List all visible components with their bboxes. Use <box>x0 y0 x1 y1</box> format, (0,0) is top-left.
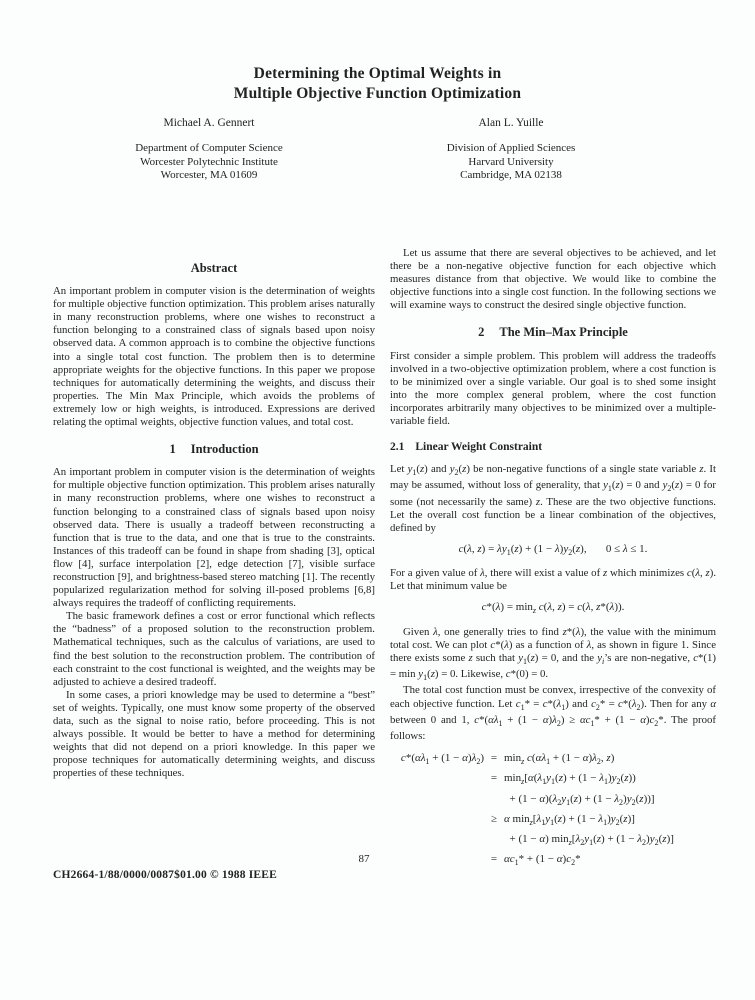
author-name: Alan L. Yuille <box>478 117 544 129</box>
affiliation-line: Harvard University <box>468 155 554 168</box>
affiliation-line: Department of Computer Science <box>135 142 283 154</box>
subsection-title: Linear Weight Constraint <box>415 441 543 454</box>
section-2-heading <box>390 326 716 339</box>
section-1-heading <box>53 443 375 456</box>
equation-min-cost: $c*(\lambda) = \min_z c(\lambda$, z) = c(λ, z*(λ)). <box>481 601 625 616</box>
author-block-right <box>360 117 662 183</box>
section-title: The Min–Max Principle <box>499 325 628 340</box>
left-column <box>53 262 375 780</box>
abstract-heading: Abstract <box>190 261 238 275</box>
proof-line: ≥ α $\min_z[\lambda_1y_1(z) + (1 - \lambda_1)y_2(z)]$ <box>490 812 635 827</box>
minmax-intro-paragraph: First consider a simple problem. This problem will address the tradeoffs involved in a two-objective optimization problem, where a cost function is to be minimized over a single variable. Our goal is to shed some insight into the more complex general problem, where the cost function incorporates arbitrarily many objectives to be minimized over a multiple-variable field. <box>390 349 716 428</box>
authors-row <box>58 117 662 183</box>
copyright-notice: CH2664-1/88/0000/0087$01.00 © 1988 IEEE <box>53 869 278 881</box>
section-title: Introduction <box>190 442 259 457</box>
subsection-number: 2.1 <box>390 441 405 454</box>
min-value-paragraph: For a given value of λ, there will exist a value of z which minimizes c(λ, z). Let that minimum value be <box>390 567 717 593</box>
title-line-2: Multiple Objective Function Optimization <box>233 84 522 102</box>
section-2-1-heading <box>390 441 716 454</box>
section-number: 1 <box>169 442 176 457</box>
affiliation-line: Division of Applied Sciences <box>446 142 576 154</box>
affiliation-line: Worcester Polytechnic Institute <box>140 155 278 168</box>
title-line-1: Determining the Optimal Weights in <box>253 65 502 82</box>
page-number: 87 <box>358 853 370 865</box>
proof-line: = $\alpha c_1* + (1 - \alpha)c_2*$ <box>490 853 581 868</box>
intro-paragraph-3: In some cases, a priori knowledge may be used to determine a “best” set of weights. Typically, one must know some property of the observed data, such as the signal to noise ratio, before proceeding. This is not always possible. It would be better to have a method for determining weights that did not depend on a priori knowledge. In this paper we propose techniques for automatically determining weights, and discuss properties of these techniques. <box>53 688 375 780</box>
given-lambda-paragraph: Given λ, one generally tries to find z*(λ), the value with the minimum total cost. We can plot c*(λ) as a function of λ, as shown in figure 1. Since there exists some z such that $y_1(z) = 0$, and the $y_i’s$ are non-negative, $c*(1) = \min y_1(z) = 0$. Likewise, c*(0) = 0. <box>390 625 717 683</box>
proof-line: + $(1 - \alpha)(\lambda_2y_1(z) + (1 - \lambda_2)y_2(z))$] <box>504 792 655 807</box>
abstract-text: An important problem in computer vision is the determination of weights for multiple objective function optimization. This problem arises naturally in many reconstruction problems, where one wishes to reconstruct a function belonging to a constrained class of signals based upon noisy observed data. A common approach is to combine the objective functions into a single total cost function. The problem then is to determine appropriate weights for the objective functions. In this paper we propose techniques for automatically determining the weights, and discuss their properties. The Min Max Principle, which avoids the problems of extremely low or high weights, is introduced. Expressions are derived relating the optimal weights, objective function values, and total cost. <box>53 285 375 429</box>
affiliation-line: Worcester, MA 01609 <box>160 169 258 181</box>
convexity-proof-equations <box>390 750 716 871</box>
objectives-paragraph: Let us assume that there are several objectives to be achieved, and let there be a non-negative objective function for each objective which measures distance from that objective. We would like to combine the objective functions into a single cost function. In the following sections we will examine ways to construct the desired single objective function. <box>390 247 716 312</box>
proof-line: = $\min_z[\alpha(\lambda_1y_1(z) + (1 - \lambda_1)y_2(z))$ <box>490 772 636 787</box>
proof-line: + (1 − α) $\min_z[\lambda_2y_1(z) + (1 - \lambda_2)y_2(z)]$ <box>504 832 674 848</box>
equation-cost-linear-combination: c(λ, $z) = \lambda y_1(z) + (1 - \lambda)y_2(z)$, 0 ≤ λ ≤ 1. <box>458 543 648 558</box>
convexity-paragraph: The total cost function must be convex, irrespective of the convexity of each objective function. Let $c_1* = c*(\lambda_1)$ and $c_2* = c*(\lambda_2)$. Then for any α between 0 and 1, $c*(\alpha\lambda_1 + (1 - \alpha)\lambda_2) \ge \alpha c_1* + (1 - \alpha)c_2*$. The proof follows: <box>390 684 717 743</box>
proof-line: $c*(\alpha\lambda_1 + (1 - \alpha)\lambda_2)$ = $\min_z c(\alpha\lambda_1 + (1 - \alpha)\lambda_2$, z) <box>400 752 615 767</box>
paper-title <box>0 64 755 103</box>
intro-paragraph-1: An important problem in computer vision is the determination of weights for multiple objective function optimization. This problem arises naturally in many reconstruction problems, where one wishes to reconstruct a function belonging to a constrained class of signals based upon noisy observed data. There is usually a tradeoff between reconstructing a function that is true to the data, and one that is true to the constraints. Instances of this tradeoff can be found in shape from shading [3], optical flow [4], surface interpolation [2], edge detection [7], visible surface reconstruction [9], and brightness-based stereo matching [1]. The recently popularized regularization method for solving ill-posed problems [6,8] always requires the tradeoff of conflicting requirements. <box>53 466 375 610</box>
linear-weight-paragraph: Let $y_1(z)$ and $y_2(z)$ be non-negative functions of a single state variable z. It may be assumed, without loss of generality, that $y_1(z) = 0$ and $y_2(z) = 0$ for some (not necessarily the same) z. These are the two objective functions. Let the overall cost function be a linear combination of the objectives, defined by <box>390 463 716 534</box>
right-column <box>390 247 716 871</box>
intro-paragraph-2: The basic framework defines a cost or error functional which reflects the “badness” of a proposed solution to the reconstruction problem. Mathematical techniques, such as the calculus of variations, are used to find the best solution to the reconstruction problem. The contribution of each constraint to the cost functional is weighted, and the weights may be adjusted to achieve a desired tradeoff. <box>53 610 375 688</box>
author-name: Michael A. Gennert <box>163 117 255 129</box>
author-block-left <box>58 117 360 183</box>
section-number: 2 <box>478 325 485 340</box>
affiliation-line: Cambridge, MA 02138 <box>460 169 562 181</box>
